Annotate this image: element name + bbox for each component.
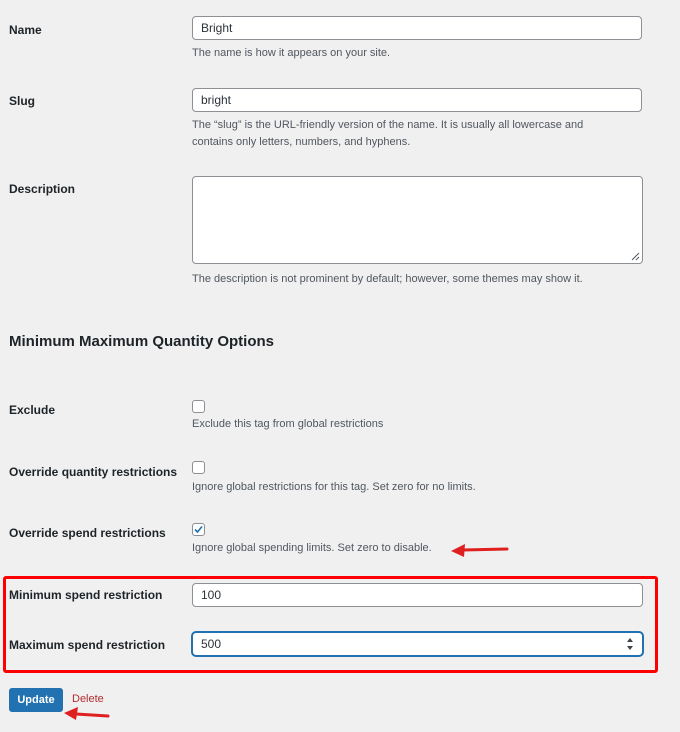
slug-label: Slug	[9, 94, 35, 108]
checkmark-icon	[192, 523, 205, 536]
min-spend-label: Minimum spend restriction	[9, 588, 163, 602]
override-spend-checkbox[interactable]	[192, 523, 205, 536]
max-spend-value: 500	[201, 637, 222, 651]
min-spend-input[interactable]: 100	[192, 583, 643, 607]
max-spend-input[interactable]	[192, 632, 643, 656]
name-input[interactable]: Bright	[192, 16, 642, 40]
annotation-arrow-icon	[62, 706, 110, 722]
resize-handle-icon[interactable]	[631, 252, 640, 261]
description-label: Description	[9, 182, 76, 196]
exclude-checkbox[interactable]	[192, 400, 205, 413]
override-spend-description: Ignore global spending limits. Set zero to disable.	[192, 542, 432, 554]
override-quantity-label: Override quantity restrictions	[9, 465, 178, 479]
max-spend-label: Maximum spend restriction	[9, 638, 166, 652]
name-description: The name is how it appears on your site.	[192, 47, 391, 59]
name-label: Name	[9, 23, 42, 37]
override-quantity-checkbox[interactable]	[192, 461, 205, 474]
override-quantity-description: Ignore global restrictions for this tag. Set zero for no limits.	[192, 481, 476, 493]
delete-link[interactable]: Delete	[72, 693, 104, 705]
number-spinner-icon[interactable]	[626, 636, 634, 652]
exclude-description: Exclude this tag from global restrictions	[192, 418, 384, 430]
update-button[interactable]: Update	[9, 688, 63, 712]
exclude-label: Exclude	[9, 403, 56, 417]
override-spend-label: Override spend restrictions	[9, 526, 166, 540]
slug-description-line1: The “slug” is the URL-friendly version of the name. It is usually all lowercase and	[192, 119, 584, 131]
description-help: The description is not prominent by default; however, some themes may show it.	[192, 273, 583, 285]
annotation-arrow-icon	[449, 542, 509, 558]
section-title: Minimum Maximum Quantity Options	[9, 333, 275, 350]
description-textarea[interactable]	[192, 176, 643, 264]
slug-description-line2: contains only letters, numbers, and hyphens.	[192, 136, 411, 148]
slug-input[interactable]: bright	[192, 88, 642, 112]
